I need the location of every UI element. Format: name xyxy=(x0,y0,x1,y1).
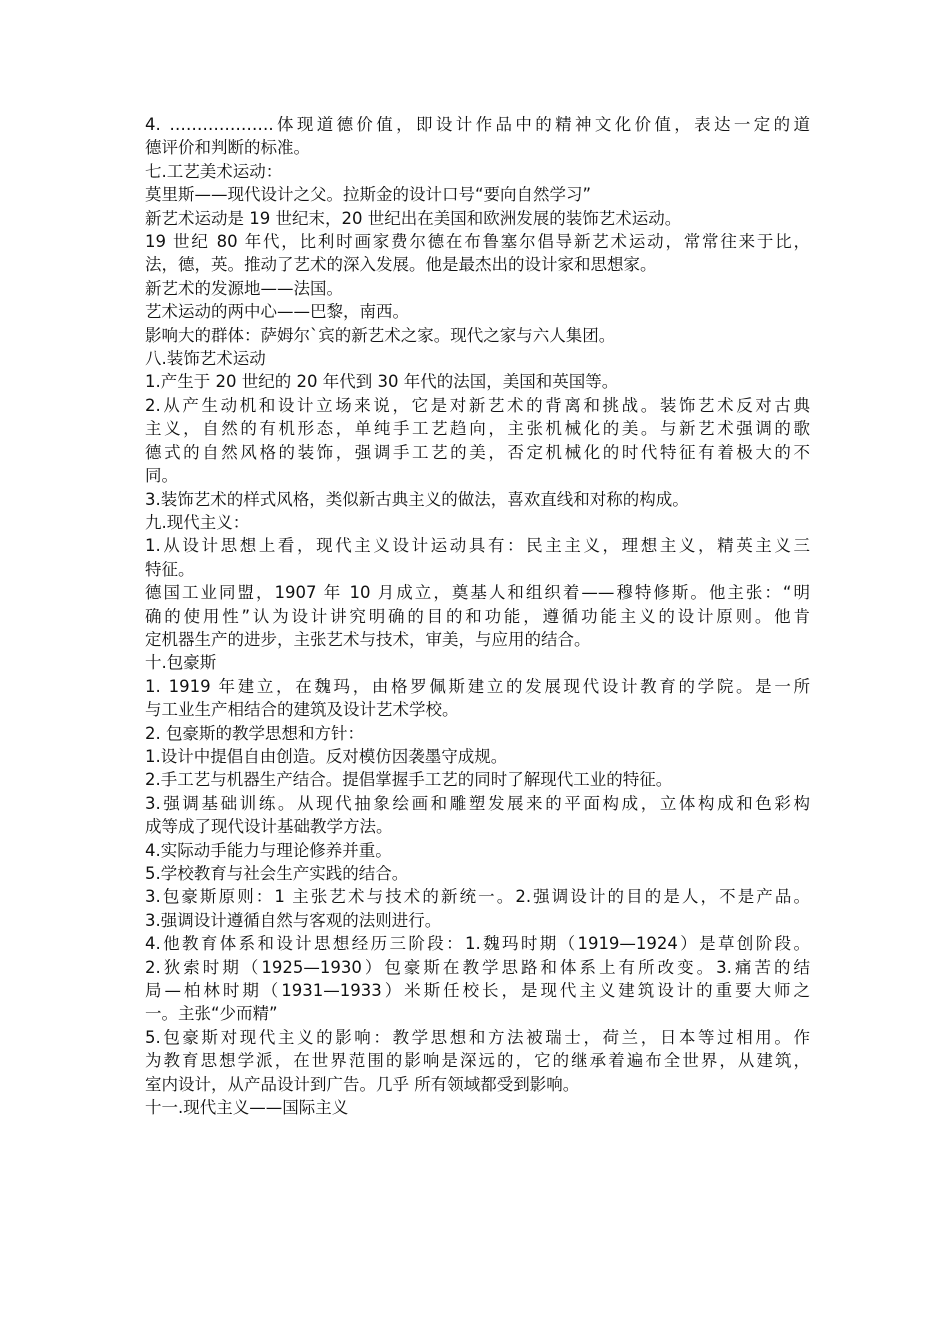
text-line: 19 世纪 80 年代，比利时画家费尔德在布鲁塞尔倡导新艺术运动，常常往来于比， xyxy=(145,232,810,252)
text-line: 新艺术运动是 19 世纪末，20 世纪出在美国和欧洲发展的装饰艺术运动。 xyxy=(145,208,682,228)
text-line: 十一.现代主义——国际主义 xyxy=(145,1098,349,1118)
text-line: 2.手工艺与机器生产结合。提倡掌握手工艺的同时了解现代工业的特征。 xyxy=(145,770,673,790)
text-line: 主义，自然的有机形态，单纯手工艺趋向，主张机械化的美。与新艺术强调的歌 xyxy=(145,419,810,439)
text-line: 确的使用性”认为设计讲究明确的目的和功能，遵循功能主义的设计原则。他肯 xyxy=(145,606,810,626)
text-line: 3.强调设计遵循自然与客观的法则进行。 xyxy=(145,910,442,930)
text-line: 5.包豪斯对现代主义的影响：教学思想和方法被瑞士，荷兰，日本等过相用。作 xyxy=(145,1027,810,1047)
text-line: 德式的自然风格的装饰，强调手工艺的美，否定机械化的时代特征有着极大的不 xyxy=(145,442,810,462)
text-line: 3.包豪斯原则：1 主张艺术与技术的新统一。2.强调设计的目的是人，不是产品。 xyxy=(145,887,810,907)
document-body xyxy=(145,113,810,1119)
text-line: 1.产生于 20 世纪的 20 年代到 30 年代的法国，美国和英国等。 xyxy=(145,372,619,392)
text-line: 1. 1919 年建立，在魏玛，由格罗佩斯建立的发展现代设计教育的学院。是一所 xyxy=(145,676,810,696)
text-line: 八.装饰艺术运动 xyxy=(145,349,266,369)
text-line: 法，德，英。推动了艺术的深入发展。他是最杰出的设计家和思想家。 xyxy=(145,255,657,275)
text-line: 定机器生产的进步，主张艺术与技术，审美，与应用的结合。 xyxy=(145,629,591,649)
text-line: 九.现代主义： xyxy=(145,512,250,532)
text-line: 德国工业同盟，1907 年 10 月成立，奠基人和组织着——穆特修斯。他主张：“明 xyxy=(145,583,810,603)
text-line: 与工业生产相结合的建筑及设计艺术学校。 xyxy=(145,700,459,720)
text-line: 新艺术的发源地——法国。 xyxy=(145,278,343,298)
text-line: 特征。 xyxy=(145,559,195,579)
text-line: 2. 包豪斯的教学思想和方针： xyxy=(145,723,364,743)
text-line: 3.装饰艺术的样式风格，类似新古典主义的做法，喜欢直线和对称的构成。 xyxy=(145,489,689,509)
text-line: 1.设计中提倡自由创造。反对模仿因袭墨守成规。 xyxy=(145,746,508,766)
text-line: 室内设计，从产品设计到广告。几乎 所有领域都受到影响。 xyxy=(145,1074,580,1094)
text-line: 4. ……………….体现道德价值，即设计作品中的精神文化价值，表达一定的道 xyxy=(145,115,810,134)
text-line: 十.包豪斯 xyxy=(145,653,217,673)
text-line: 2.从产生动机和设计立场来说，它是对新艺术的背离和挑战。装饰艺术反对古典 xyxy=(145,395,810,415)
text-line: 七.工艺美术运动： xyxy=(145,161,283,181)
text-line: 4.实际动手能力与理论修养并重。 xyxy=(145,840,392,860)
text-line: 成等成了现代设计基础教学方法。 xyxy=(145,817,393,837)
text-line: 2.狄索时期（1925—1930）包豪斯在教学思路和体系上有所改变。3.痛苦的结 xyxy=(145,957,810,977)
text-line: 艺术运动的两中心——巴黎，南西。 xyxy=(145,302,409,322)
text-line: 德评价和判断的标准。 xyxy=(145,138,310,158)
text-line: 3.强调基础训练。从现代抽象绘画和雕塑发展来的平面构成，立体构成和色彩构 xyxy=(145,793,810,813)
text-line: 影响大的群体：萨姆尔`宾的新艺术之家。现代之家与六人集团。 xyxy=(145,325,616,345)
text-line: 一。主张“少而精” xyxy=(145,1004,278,1024)
text-line: 1.从设计思想上看，现代主义设计运动具有：民主主义，理想主义，精英主义三 xyxy=(145,536,810,556)
text-line: 莫里斯——现代设计之父。拉斯金的设计口号“要向自然学习” xyxy=(145,185,592,205)
text-line: 为教育思想学派，在世界范围的影响是深远的，它的继承着遍布全世界，从建筑， xyxy=(145,1051,810,1071)
text-line: 局—柏林时期（1931—1933）米斯任校长，是现代主义建筑设计的重要大师之 xyxy=(145,981,810,1001)
text-line: 同。 xyxy=(145,466,178,486)
text-line: 5.学校教育与社会生产实践的结合。 xyxy=(145,864,409,883)
text-line: 4.他教育体系和设计思想经历三阶段：1.魏玛时期（1919—1924）是草创阶段。 xyxy=(145,934,810,954)
